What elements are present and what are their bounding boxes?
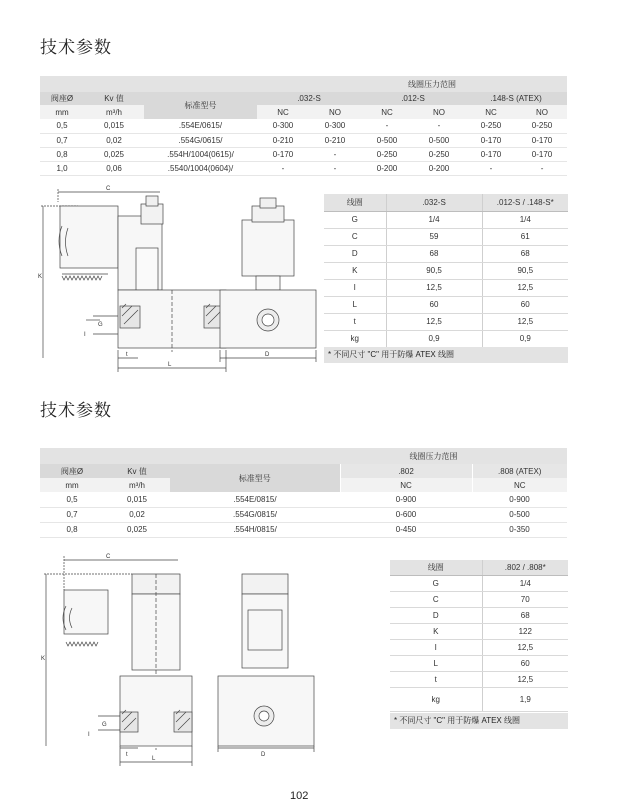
- dim-label-i: I: [88, 732, 90, 738]
- dims-head: .012-S / .148-S*: [482, 194, 568, 211]
- cell: 0-170: [465, 147, 517, 161]
- cell: 0,7: [40, 507, 104, 522]
- cell: 0,8: [40, 147, 84, 161]
- section1-footnote: * 不同尺寸 "C" 用于防爆 ATEX 线圈: [324, 347, 568, 363]
- table-row: [40, 119, 567, 133]
- dim-label-g: G: [102, 722, 107, 728]
- sub-header: NO: [517, 105, 567, 119]
- cell: 0-900: [340, 492, 472, 507]
- cell: G: [324, 211, 386, 228]
- dims-row: [324, 313, 568, 330]
- cell: 60: [386, 296, 482, 313]
- cell: K: [324, 262, 386, 279]
- unit-seat: mm: [40, 105, 84, 119]
- dim-label-d: D: [261, 752, 266, 758]
- cell: 0,02: [104, 507, 170, 522]
- dim-label-l: L: [152, 756, 156, 762]
- cell: 0,02: [84, 133, 144, 147]
- group-header: .012-S: [361, 92, 465, 105]
- dims-row: [390, 639, 568, 655]
- cell: 1,0: [40, 161, 84, 175]
- cell: L: [324, 296, 386, 313]
- cell: .554H/0815/: [170, 522, 340, 537]
- dims-row: [324, 245, 568, 262]
- cell: 0,06: [84, 161, 144, 175]
- cell: 61: [482, 228, 568, 245]
- group-header: .808 (ATEX): [472, 464, 567, 478]
- cell: t: [324, 313, 386, 330]
- dims-row: [390, 623, 568, 639]
- dims-head: 线圈: [324, 194, 386, 211]
- group-header: .032-S: [257, 92, 361, 105]
- cell: .5540/1004(0604)/: [144, 161, 257, 175]
- dim-label-t: t: [126, 752, 128, 758]
- cell: 0,9: [482, 330, 568, 347]
- dims-row: [390, 687, 568, 711]
- cell: 68: [482, 245, 568, 262]
- cell: .554G/0615/: [144, 133, 257, 147]
- sub-header: NO: [413, 105, 465, 119]
- cell: 60: [482, 655, 568, 671]
- cell: 12,5: [482, 313, 568, 330]
- cell: 0-300: [309, 119, 361, 133]
- col-seat-header: 阀座Ø: [40, 464, 104, 478]
- cell: 0,015: [84, 119, 144, 133]
- cell: 0,5: [40, 119, 84, 133]
- cell: 0-450: [340, 522, 472, 537]
- table-row: [40, 507, 567, 522]
- cell: .554E/0815/: [170, 492, 340, 507]
- dims-row: [324, 279, 568, 296]
- dim-label-k: K: [38, 274, 43, 280]
- cell: 70: [482, 591, 568, 607]
- group-header: .802: [340, 464, 472, 478]
- cell: 0-250: [413, 147, 465, 161]
- section2-title: 技术参数: [40, 401, 112, 421]
- dims-row: [324, 211, 568, 228]
- cell: K: [390, 623, 482, 639]
- cell: 0,015: [104, 492, 170, 507]
- cell: 0,025: [84, 147, 144, 161]
- cell: 12,5: [482, 279, 568, 296]
- pressure-range-header: 线圈压力范围: [409, 451, 458, 461]
- cell: 1/4: [482, 575, 568, 591]
- cell: 0-600: [340, 507, 472, 522]
- sub-header: NO: [309, 105, 361, 119]
- col-seat-header: 阀座Ø: [40, 92, 84, 105]
- sub-header: NC: [257, 105, 309, 119]
- cell: 0-500: [361, 133, 413, 147]
- section1-title: 技术参数: [40, 38, 112, 58]
- table-row: [40, 492, 567, 507]
- cell: 1/4: [386, 211, 482, 228]
- dim-label-l: L: [168, 362, 172, 368]
- cell: .554E/0615/: [144, 119, 257, 133]
- dims-row: [324, 330, 568, 347]
- col-model-header: 标准型号: [170, 464, 340, 492]
- cell: 90,5: [482, 262, 568, 279]
- unit-kv: m³/h: [84, 105, 144, 119]
- page-number: 102: [290, 790, 309, 800]
- dims-row: [390, 575, 568, 591]
- cell: -: [361, 119, 413, 133]
- sub-header: NC: [340, 478, 472, 492]
- cell: 0-250: [465, 119, 517, 133]
- cell: -: [465, 161, 517, 175]
- cell: -: [309, 161, 361, 175]
- cell: 0,9: [386, 330, 482, 347]
- cell: 0-210: [309, 133, 361, 147]
- dims-head: 线圈: [390, 560, 482, 575]
- cell: 60: [482, 296, 568, 313]
- cell: 12,5: [482, 671, 568, 687]
- cell: C: [324, 228, 386, 245]
- dims-row: [324, 262, 568, 279]
- dims-row: [324, 296, 568, 313]
- dims-row: [390, 591, 568, 607]
- sub-header: NC: [472, 478, 567, 492]
- table-row: [40, 522, 567, 537]
- cell: 0-210: [257, 133, 309, 147]
- cell: .554H/1004(0615)/: [144, 147, 257, 161]
- pressure-range-header: 线圈压力范围: [408, 79, 457, 89]
- cell: 0-200: [361, 161, 413, 175]
- cell: kg: [390, 687, 482, 711]
- sub-header: NC: [465, 105, 517, 119]
- col-model-header: 标准型号: [144, 92, 257, 119]
- table-row: [40, 147, 567, 161]
- cell: 1,9: [482, 687, 568, 711]
- cell: 0-350: [472, 522, 567, 537]
- cell: D: [324, 245, 386, 262]
- section1-dims-table: [324, 194, 568, 348]
- section2-footnote: * 不同尺寸 "C" 用于防爆 ATEX 线圈: [390, 713, 568, 729]
- cell: G: [390, 575, 482, 591]
- cell: 0-170: [465, 133, 517, 147]
- cell: -: [309, 147, 361, 161]
- table-row: [40, 161, 567, 175]
- table-row: [40, 133, 567, 147]
- cell: 1/4: [482, 211, 568, 228]
- group-header: .148-S (ATEX): [465, 92, 567, 105]
- cell: kg: [324, 330, 386, 347]
- cell: 0-500: [472, 507, 567, 522]
- cell: -: [413, 119, 465, 133]
- cell: 12,5: [386, 279, 482, 296]
- cell: L: [390, 655, 482, 671]
- cell: 0-170: [517, 133, 567, 147]
- cell: I: [390, 639, 482, 655]
- unit-kv: m³/h: [104, 478, 170, 492]
- dim-label-d: D: [265, 352, 270, 358]
- cell: 0,8: [40, 522, 104, 537]
- sub-header: NC: [361, 105, 413, 119]
- cell: C: [390, 591, 482, 607]
- cell: -: [517, 161, 567, 175]
- cell: 0-900: [472, 492, 567, 507]
- cell: 122: [482, 623, 568, 639]
- cell: 12,5: [386, 313, 482, 330]
- cell: .554G/0815/: [170, 507, 340, 522]
- dims-row: [390, 655, 568, 671]
- cell: 0-250: [361, 147, 413, 161]
- cell: t: [390, 671, 482, 687]
- valve-drawing-1: [38, 186, 338, 376]
- section2-dims-table: [390, 560, 568, 712]
- cell: 0,5: [40, 492, 104, 507]
- dims-head: .802 / .808*: [482, 560, 568, 575]
- col-kv-header: Kv 值: [84, 92, 144, 105]
- cell: 68: [386, 245, 482, 262]
- cell: 0-170: [257, 147, 309, 161]
- cell: 0-200: [413, 161, 465, 175]
- cell: -: [257, 161, 309, 175]
- cell: 12,5: [482, 639, 568, 655]
- dim-label-c: C: [106, 554, 111, 560]
- cell: 59: [386, 228, 482, 245]
- cell: 90,5: [386, 262, 482, 279]
- cell: 0-500: [413, 133, 465, 147]
- dim-label-g: G: [98, 322, 103, 328]
- dims-row: [390, 671, 568, 687]
- col-kv-header: Kv 值: [104, 464, 170, 478]
- dim-label-k: K: [41, 656, 46, 662]
- cell: 0-250: [517, 119, 567, 133]
- cell: I: [324, 279, 386, 296]
- unit-seat: mm: [40, 478, 104, 492]
- cell: 0,7: [40, 133, 84, 147]
- dim-label-c: C: [106, 186, 111, 192]
- dim-label-t: t: [126, 352, 128, 358]
- dim-label-i: I: [84, 332, 86, 338]
- cell: 0,025: [104, 522, 170, 537]
- cell: D: [390, 607, 482, 623]
- cell: 68: [482, 607, 568, 623]
- dims-row: [390, 607, 568, 623]
- section2-spec-table: [40, 448, 567, 538]
- valve-drawing-2: [40, 550, 340, 770]
- cell: 0-170: [517, 147, 567, 161]
- dims-row: [324, 228, 568, 245]
- section1-spec-table: [40, 76, 567, 176]
- dims-head: .032-S: [386, 194, 482, 211]
- cell: 0-300: [257, 119, 309, 133]
